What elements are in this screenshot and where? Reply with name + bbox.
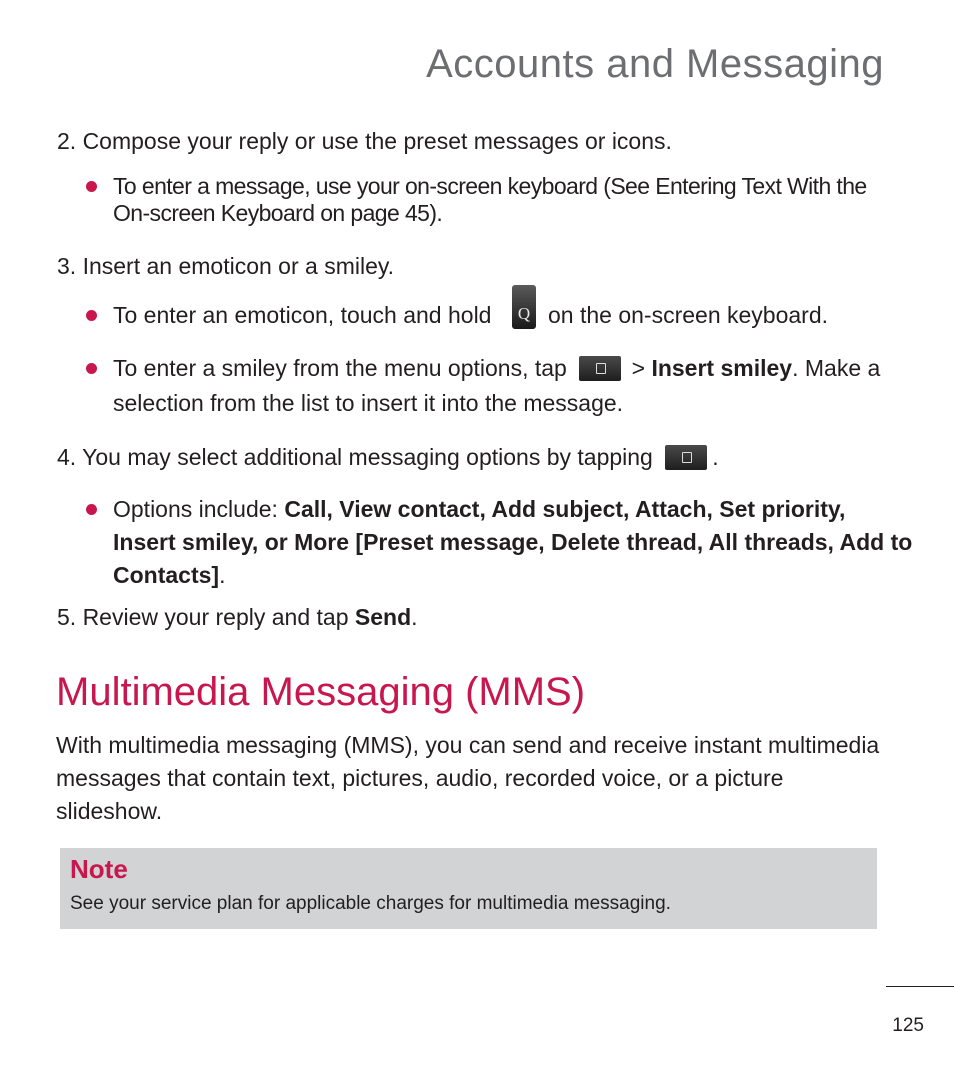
- step-4-bullet-line-2: [113, 529, 912, 556]
- step-4-pre: 4. You may select additional messaging options by tapping: [57, 444, 653, 470]
- footer-rule: [886, 986, 954, 987]
- menu-key-icon: [665, 445, 707, 470]
- note-text: See your service plan for applicable charges for multimedia messaging.: [70, 893, 671, 914]
- step-3-bullet-2-bold: Insert smiley: [651, 355, 793, 381]
- step-4-bullet-bold-2: Insert smiley, or More [Preset message, Delete thread, All threads, Add to: [113, 529, 913, 555]
- running-header: Accounts and Messaging: [426, 42, 884, 86]
- page-number: 125: [892, 1015, 924, 1036]
- bullet-icon: [86, 310, 97, 321]
- section-paragraph-line-2: messages that contain text, pictures, audio, recorded voice, or a picture: [56, 765, 784, 791]
- step-4: [57, 444, 719, 471]
- step-2-bullet-line-2: On-screen Keyboard on page 45).: [113, 200, 443, 226]
- section-paragraph-line-1: With multimedia messaging (MMS), you can send and receive instant multimedia: [56, 732, 880, 758]
- bullet-icon: [86, 504, 97, 515]
- step-3-bullet-2-pre: To enter a smiley from the menu options, tap: [113, 355, 567, 381]
- step-2-bullet-line-1: To enter a message, use your on-screen keyboard (See Entering Text With the: [113, 173, 867, 199]
- step-4-bullet-line-3: [113, 562, 225, 589]
- step-3-bullet-2-line-1: [113, 355, 880, 382]
- note-box: [60, 848, 877, 929]
- step-4-post: .: [712, 444, 719, 470]
- step-3-bullet-2-line-2: selection from the list to insert it into the message.: [113, 390, 624, 416]
- step-4-bullet-end: .: [219, 562, 226, 588]
- step-3-bullet-1-pre: To enter an emoticon, touch and hold: [113, 302, 492, 328]
- q-key-icon: [512, 285, 536, 329]
- step-4-bullet-pre: Options include:: [113, 496, 285, 522]
- step-3-bullet-1-post: on the on-screen keyboard.: [548, 302, 829, 328]
- step-5-bold: Send: [354, 604, 412, 630]
- step-5-pre: 5. Review your reply and tap: [57, 604, 355, 630]
- step-4-bullet-bold-1: Call, View contact, Add subject, Attach, Set priority,: [284, 496, 846, 522]
- section-title: Multimedia Messaging (MMS): [56, 670, 586, 714]
- section-paragraph-line-3: slideshow.: [56, 798, 163, 824]
- step-5-end: .: [411, 604, 418, 630]
- step-4-bullet-line-1: [113, 496, 845, 523]
- note-title: Note: [70, 854, 128, 884]
- step-3: 3. Insert an emoticon or a smiley.: [57, 253, 395, 279]
- menu-key-icon: [579, 356, 621, 381]
- q-key-glyph: Q: [517, 304, 531, 323]
- step-3-bullet-2-gt: >: [631, 355, 646, 381]
- bullet-icon: [86, 363, 97, 374]
- step-3-bullet-2-post: . Make a: [792, 355, 881, 381]
- step-4-bullet-bold-3: Contacts]: [113, 562, 220, 588]
- step-2: 2. Compose your reply or use the preset messages or icons.: [57, 128, 672, 154]
- step-5: [57, 604, 418, 631]
- bullet-icon: [86, 181, 97, 192]
